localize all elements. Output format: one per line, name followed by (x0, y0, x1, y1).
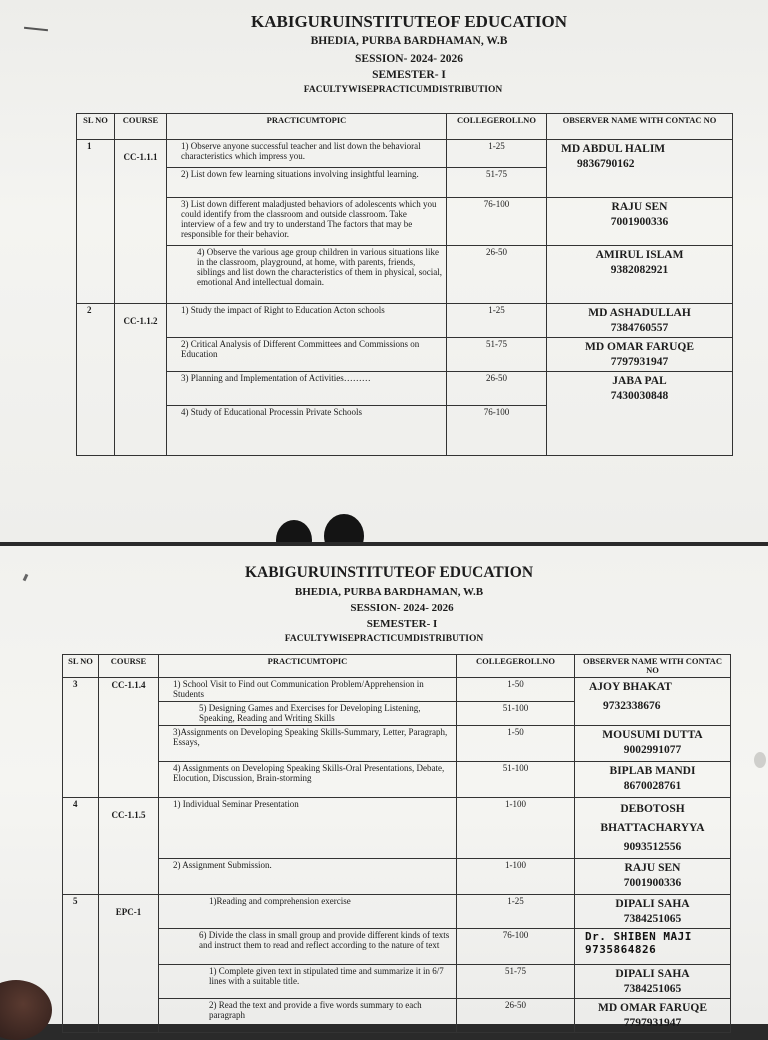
roll-range: 51-100 (457, 702, 575, 726)
observer-name: BIPLAB MANDI (609, 765, 696, 777)
practicum-topic: 4) Assignments on Developing Speaking Skills-Oral Presentations, Debate, Elocution, Discussion, Brain-storming (159, 762, 457, 798)
semester-label: SEMESTER- I (366, 618, 438, 630)
roll-range: 26-50 (447, 246, 547, 304)
paper-smudge (754, 752, 766, 768)
observer-name: MD ABDUL HALIM (561, 143, 666, 155)
session-label: SESSION- 2024- 2026 (355, 53, 463, 65)
course-code: CC-1.1.4 (99, 678, 159, 798)
col-sl-header: SL NO (63, 655, 99, 678)
table-row (77, 198, 733, 246)
table-row (63, 965, 731, 999)
observer-phone: 7797931947 (610, 356, 669, 368)
table-row (77, 246, 733, 304)
course-code: CC-1.1.5 (99, 798, 159, 895)
roll-range: 76-100 (447, 406, 547, 456)
observer-name: DEBOTOSH BHATTACHARYYA (600, 803, 705, 834)
observer-cell (575, 762, 731, 798)
practicum-topic: 1) Individual Seminar Presentation (159, 798, 457, 859)
course-code: CC-1.1.1 (115, 140, 167, 304)
roll-range: 26-50 (447, 372, 547, 406)
observer-cell (547, 338, 733, 372)
table-row (77, 140, 733, 168)
sl-number: 5 (63, 895, 99, 1033)
observer-cell (547, 246, 733, 304)
roll-range: 51-75 (457, 965, 575, 999)
observer-name: RAJU SEN (624, 862, 681, 874)
col-sl-header: SL NO (77, 114, 115, 140)
observer-cell (575, 965, 731, 999)
observer-name: DIPALI SAHA (615, 968, 690, 980)
table-row (63, 726, 731, 762)
roll-range: 1-25 (447, 304, 547, 338)
practicum-topic: 1) Study the impact of Right to Education Acton schools (167, 304, 447, 338)
col-observer-header: OBSERVER NAME WITH CONTAC NO (547, 114, 733, 140)
observer-name: DIPALI SAHA (615, 898, 690, 910)
observer-cell (575, 798, 731, 859)
practicum-topic: 2) Critical Analysis of Different Committees and Commissions on Education (167, 338, 447, 372)
roll-range: 76-100 (447, 198, 547, 246)
table-row (77, 338, 733, 372)
finger-shadow (324, 514, 364, 542)
table-row (77, 304, 733, 338)
col-roll-header: COLLEGEROLLNO (447, 114, 547, 140)
col-course-header: COURSE (99, 655, 159, 678)
observer-name: Dr. SHIBEN MAJI (585, 930, 692, 943)
observer-cell-handwritten (575, 929, 731, 965)
observer-phone: 7430030848 (610, 390, 669, 402)
table-header-row (63, 655, 731, 678)
practicum-topic: 1) School Visit to Find out Communication Problem/Apprehension in Students (159, 678, 457, 702)
col-topic-header: PRACTICUMTOPIC (159, 655, 457, 678)
observer-phone: 8670028761 (623, 780, 682, 792)
observer-name: AJOY BHAKAT (589, 681, 672, 693)
observer-name: MOUSUMI DUTTA (602, 729, 703, 741)
roll-range: 1-25 (457, 895, 575, 929)
course-code: CC-1.1.2 (115, 304, 167, 456)
table-header-row (77, 114, 733, 140)
sl-number: 1 (77, 140, 115, 304)
roll-range: 51-75 (447, 168, 547, 198)
institute-address: BHEDIA, PURBA BARDHAMAN, W.B (294, 586, 484, 598)
observer-cell (575, 859, 731, 895)
roll-range: 51-100 (457, 762, 575, 798)
observer-cell (575, 726, 731, 762)
practicum-topic: 3)Assignments on Developing Speaking Skills-Summary, Letter, Paragraph, Essays, (159, 726, 457, 762)
practicum-table-2 (62, 654, 731, 1033)
observer-phone: 9093512556 (623, 841, 682, 853)
roll-range: 51-75 (447, 338, 547, 372)
observer-cell (547, 140, 733, 198)
practicum-topic: 1) Complete given text in stipulated time and summarize it in 6/7 lines with a suitable title. (159, 965, 457, 999)
institute-address: BHEDIA, PURBA BARDHAMAN, W.B (310, 35, 508, 47)
practicum-topic: 2) Assignment Submission. (159, 859, 457, 895)
practicum-topic: 1) Observe anyone successful teacher and list down the behavioral characteristics which impress you. (167, 140, 447, 168)
practicum-topic: 4) Observe the various age group children in various situations like in the classroom, playground, at home, with parents, friends, siblings and list down the characteristics of them in physical, social, emotional And intellectual domain. (167, 246, 447, 304)
col-observer-header: OBSERVER NAME WITH CONTAC NO (575, 655, 731, 678)
roll-range: 26-50 (457, 999, 575, 1033)
finger-shadow (276, 520, 312, 542)
table-row (77, 372, 733, 406)
sl-number: 2 (77, 304, 115, 456)
sl-number: 3 (63, 678, 99, 798)
practicum-topic: 3) Planning and Implementation of Activities……… (167, 372, 447, 406)
practicum-topic: 5) Designing Games and Exercises for Developing Listening, Speaking, Reading and Writing Skills (159, 702, 457, 726)
institute-title: KABIGURUINSTITUTEOF EDUCATION (244, 564, 534, 581)
observer-cell (575, 678, 731, 726)
table-row (63, 762, 731, 798)
observer-name: AMIRUL ISLAM (595, 249, 684, 261)
sl-number: 4 (63, 798, 99, 895)
distribution-subtitle: FACULTYWISEPRACTICUMDISTRIBUTION (303, 85, 503, 95)
observer-phone: 9002991077 (623, 744, 682, 756)
observer-phone: 7797931947 (623, 1017, 682, 1029)
practicum-topic: 2) Read the text and provide a five words summary to each paragraph (159, 999, 457, 1033)
observer-phone: 9732338676 (603, 700, 661, 712)
observer-phone: 9836790162 (577, 158, 635, 170)
observer-name: JABA PAL (612, 375, 667, 387)
col-course-header: COURSE (115, 114, 167, 140)
practicum-table-1 (76, 113, 733, 456)
observer-phone: 7001900336 (623, 877, 682, 889)
roll-range: 1-25 (447, 140, 547, 168)
table-row (63, 798, 731, 859)
observer-cell (575, 999, 731, 1033)
course-code: EPC-1 (99, 895, 159, 1033)
distribution-subtitle: FACULTYWISEPRACTICUMDISTRIBUTION (284, 634, 484, 644)
roll-range: 1-50 (457, 678, 575, 702)
observer-name: MD OMAR FARUQE (597, 1002, 708, 1014)
table-row (63, 895, 731, 929)
roll-range: 1-50 (457, 726, 575, 762)
col-topic-header: PRACTICUMTOPIC (167, 114, 447, 140)
observer-phone: 7384251065 (623, 913, 682, 925)
roll-range: 1-100 (457, 859, 575, 895)
observer-cell (547, 304, 733, 338)
practicum-topic: 3) List down different maladjusted behaviors of adolescents which you could identify from the classroom and outside classroom. Take interview of a few and try to understand The factors that may be responsible for their behavior. (167, 198, 447, 246)
roll-range: 1-100 (457, 798, 575, 859)
semester-label: SEMESTER- I (372, 69, 446, 81)
session-label: SESSION- 2024- 2026 (350, 602, 454, 614)
observer-phone: 7001900336 (610, 216, 669, 228)
observer-name: RAJU SEN (611, 201, 668, 213)
practicum-topic: 4) Study of Educational Processin Private Schools (167, 406, 447, 456)
observer-phone: 7384760557 (610, 322, 669, 334)
observer-phone: 7384251065 (623, 983, 682, 995)
practicum-topic: 6) Divide the class in small group and provide different kinds of texts and instruct them to read and reflect according to the nature of text (159, 929, 457, 965)
practicum-topic: 1)Reading and comprehension exercise (159, 895, 457, 929)
observer-name: MD ASHADULLAH (588, 307, 691, 319)
observer-phone: 9382082921 (610, 264, 669, 276)
observer-cell (547, 372, 733, 456)
practicum-topic: 2) List down few learning situations involving insightful learning. (167, 168, 447, 198)
observer-name: MD OMAR FARUQE (584, 341, 695, 353)
table-row (63, 929, 731, 965)
table-row (63, 859, 731, 895)
roll-range: 76-100 (457, 929, 575, 965)
col-roll-header: COLLEGEROLLNO (457, 655, 575, 678)
observer-phone: 9735864826 (585, 943, 657, 956)
observer-cell (575, 895, 731, 929)
table-row (63, 999, 731, 1033)
institute-title: KABIGURUINSTITUTEOF EDUCATION (251, 12, 567, 31)
table-row (63, 678, 731, 702)
observer-cell (547, 198, 733, 246)
